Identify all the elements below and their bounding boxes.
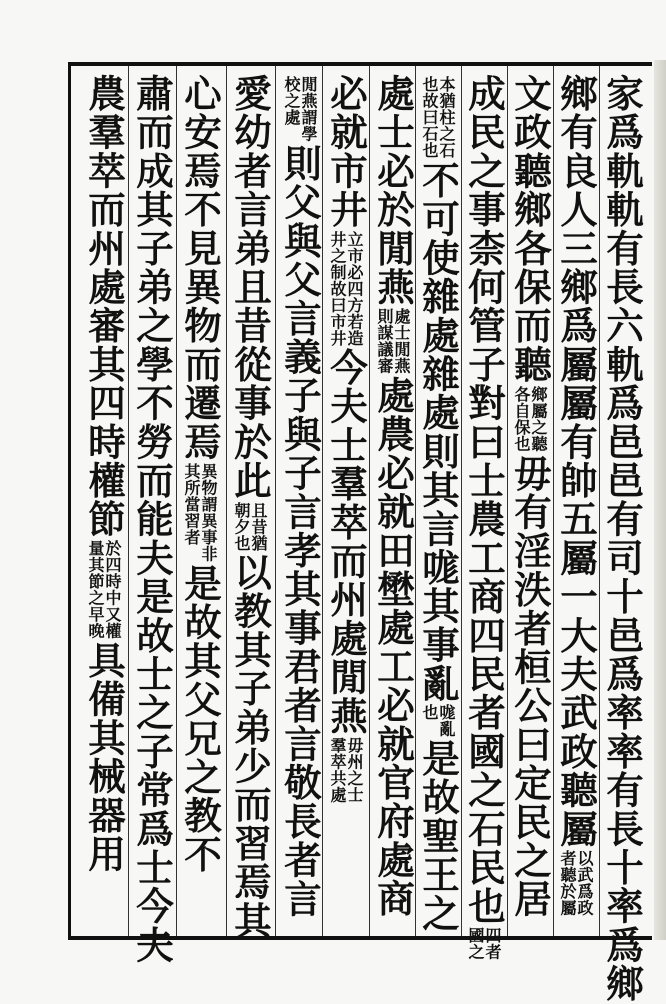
commentary-note [87,540,121,639]
commentary-note [467,927,501,960]
column-divider [128,66,129,936]
commentary-left-line: 校之處 [282,76,301,126]
main-text: 則父與父言義子與子言孝其事君者言敬長者言 [278,144,322,918]
commentary-left-line: 羣萃共處 [328,737,347,804]
commentary-right-line: 閒燕謂學 [299,76,318,142]
commentary-note [233,502,267,552]
column-divider [369,66,370,936]
commentary-left-line: 也故曰石也 [420,76,439,159]
text-column-11 [130,74,174,965]
main-text: 心安焉不見異物而遷焉 [178,74,222,461]
commentary-right-line: 於四時中又權 [103,540,122,640]
main-text: 毋有淫泆者桓公曰定民之居 [508,453,552,919]
commentary-left-line: 國之 [466,927,485,961]
commentary-right-line: 異物謂異事非 [199,463,218,562]
text-column-10 [180,74,220,926]
commentary-right-line: 四者 [483,927,502,961]
commentary-right-line: 本猶柱之石 [437,76,456,159]
main-text: 農羣萃而州處審其四時權節 [82,74,126,539]
commentary-note [283,76,317,142]
main-text: 文政聽鄉各保而聽 [508,74,552,384]
main-text: 不可使雜處雜處則其言哤其事亂 [416,160,460,703]
text-column-8 [280,74,320,926]
commentary-right-line: 以武爲政 [575,850,594,916]
commentary-note [183,463,217,562]
text-column-12 [84,74,124,926]
main-text: 家爲軌軌有長六軌爲邑邑有司十邑爲率率有長十率爲鄉 [600,74,644,1003]
main-text: 愛幼者言弟且昔從事於此 [228,74,272,500]
commentary-note [421,76,455,159]
commentary-right-line: 立市必四方若造 [345,230,364,347]
main-text: 鄉有良人三鄉爲屬屬有帥五屬一大夫武政聽屬 [554,74,598,848]
commentary-left-line: 井之制故曰市井 [328,230,347,347]
column-divider [275,66,276,936]
commentary-note [513,386,547,452]
commentary-left-line: 也 [420,704,439,721]
commentary-right-line: 處士閒燕 [392,308,411,375]
commentary-left-line: 者聽於屬 [558,850,577,916]
main-text: 必就市井 [324,74,368,229]
commentary-note [329,737,363,803]
commentary-right-line: 鄉屬之聽 [529,385,548,452]
text-column-2 [556,74,596,926]
commentary-right-line: 毋州之士 [345,737,364,804]
text-column-6 [373,74,413,926]
torn-page-edge [654,60,666,940]
column-divider [176,66,177,936]
commentary-note [329,231,363,347]
commentary-note [559,850,593,916]
text-column-3 [510,74,550,926]
main-text: 肅而成其子弟之學不勞而能夫是故士之子常爲士今夫 [130,74,174,965]
commentary-left-line: 朝夕也 [232,501,251,552]
commentary-left-line: 量其節之早晚 [86,540,105,640]
text-column-4 [462,74,506,961]
main-text: 是故聖王之 [416,739,460,933]
commentary-note [421,704,455,737]
main-text: 具備其械器用 [82,641,126,874]
commentary-right-line: 且昔猶 [249,501,268,552]
text-column-1 [600,74,644,1003]
main-text: 今夫士羣萃而州處閒燕 [324,348,368,736]
text-column-9 [228,74,272,941]
main-text: 是故其父兄之教不 [178,564,222,874]
text-column-5 [416,74,460,933]
column-divider [226,66,227,936]
main-text: 處農必就田壄處工必就官府處商 [371,376,415,919]
text-column-7 [326,74,366,926]
commentary-left-line: 各自保也 [512,385,531,452]
commentary-left-line: 則謀議審 [375,308,394,375]
commentary-right-line: 哤亂 [437,704,456,738]
commentary-left-line: 其所當習者 [182,463,201,546]
column-divider [322,66,323,936]
main-text: 處士必於閒燕 [371,74,415,307]
main-text: 以教其子弟少而習焉其 [228,553,272,941]
main-text: 成民之事柰何管子對曰士農工商四民者國之石民也 [462,74,506,926]
commentary-note [376,308,410,374]
